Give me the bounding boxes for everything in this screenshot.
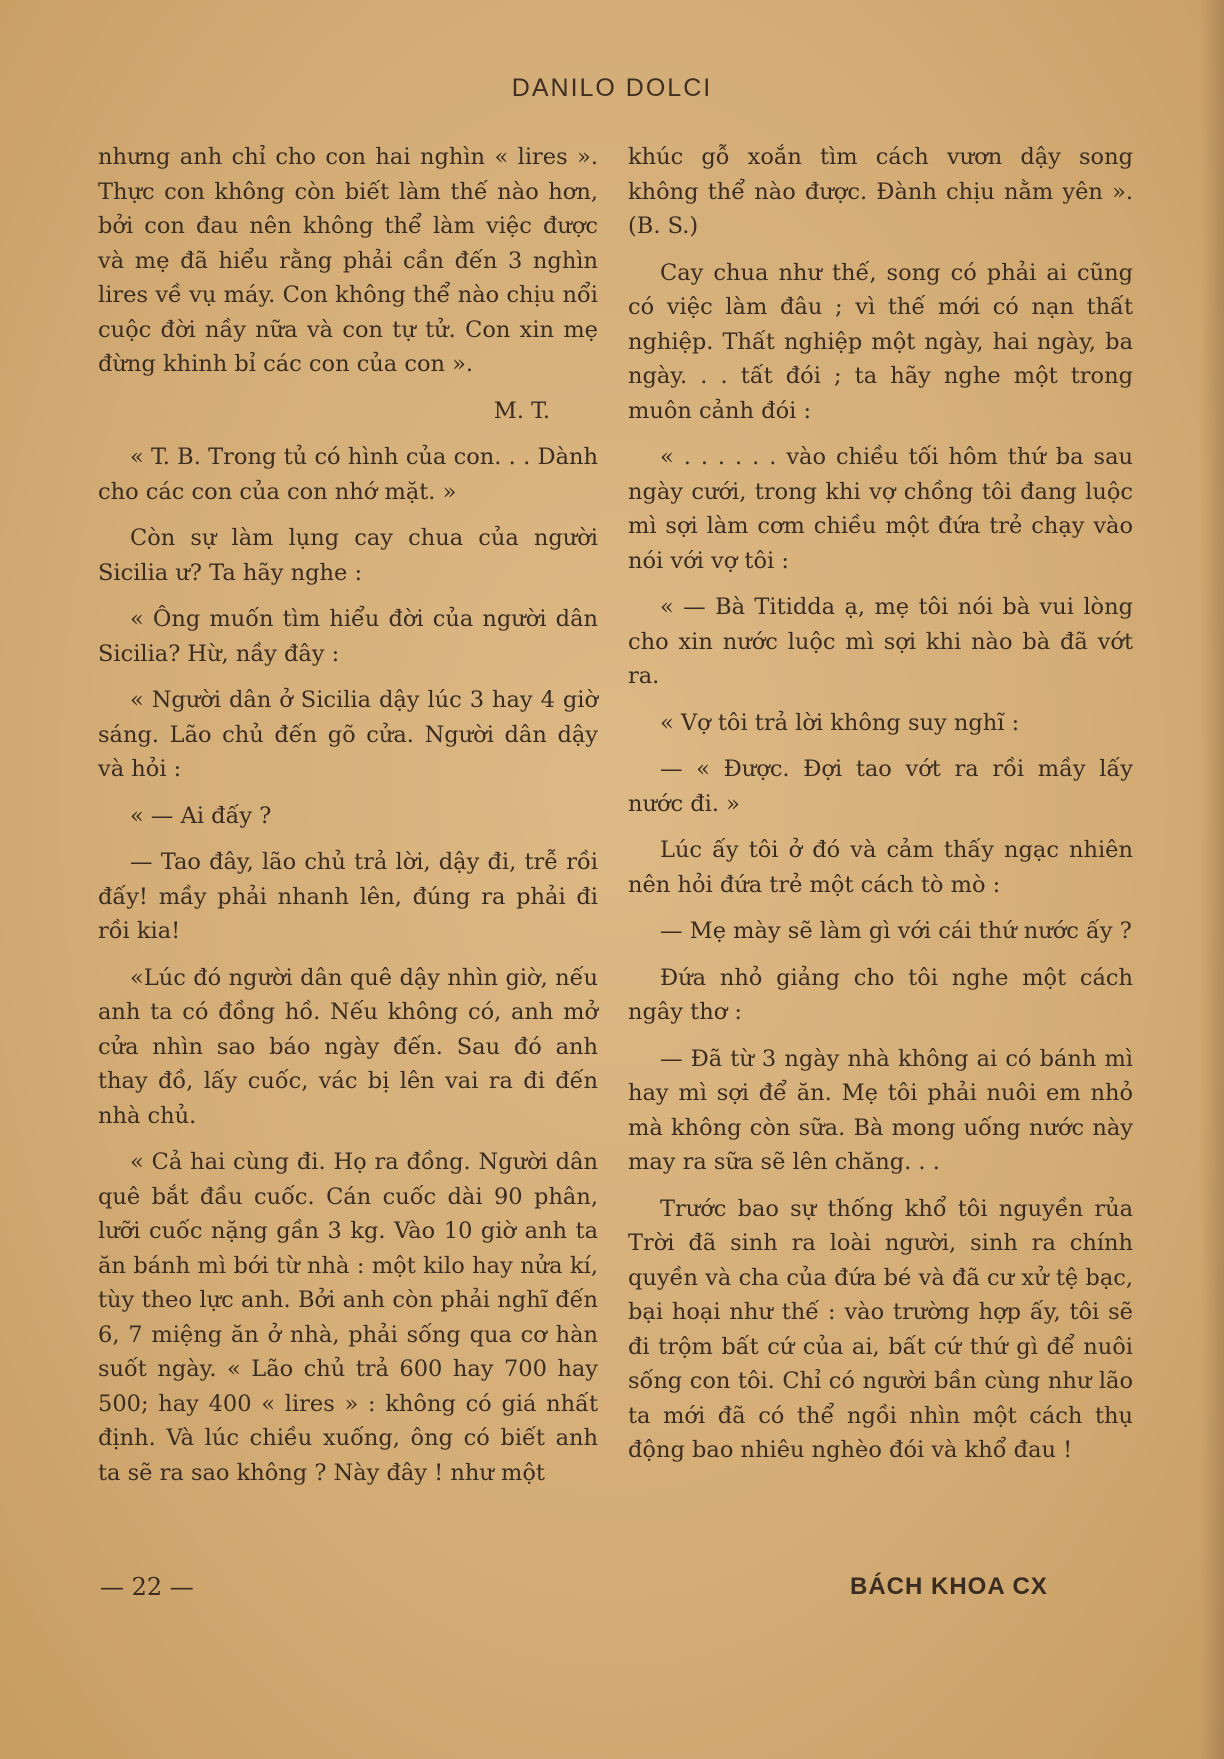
running-title: DANILO DOLCI: [511, 74, 713, 102]
paragraph: « Cả hai cùng đi. Họ ra đồng. Người dân quê bắt đầu cuốc. Cán cuốc dài 90 phân, lưỡi cuốc nặng gần 3 kg. Vào 10 giờ anh ta ăn bánh mì bới từ nhà : một kilo hay nửa kí, tùy theo lực anh. Bởi anh còn phải nghĩ đến 6, 7 miệng ăn ở nhà, phải sống qua cơ hàn suốt ngày. « Lão chủ trả 600 hay 700 hay 500; hay 400 « lires » : không có giá nhất định. Và lúc chiều xuống, ông có biết anh ta sẽ ra sao không ? Này đây ! như một: [98, 1149, 598, 1486]
paragraph: « Người dân ở Sicilia dậy lúc 3 hay 4 giờ sáng. Lão chủ đến gõ cửa. Người dân dậy và hỏi :: [98, 687, 598, 782]
paragraph: « — Ai đấy ?: [130, 802, 272, 829]
paragraph: Lúc ấy tôi ở đó và cảm thấy ngạc nhiên nên hỏi đứa trẻ một cách tò mò :: [628, 837, 1133, 898]
paragraph: « — Bà Titidda ạ, mẹ tôi nói bà vui lòng cho xin nước luộc mì sợi khi nào bà đã vớt ra.: [628, 594, 1133, 689]
paragraph: « T. B. Trong tủ có hình của con. . . Dành cho các con của con nhớ mặt. »: [98, 444, 598, 505]
paragraph: — Mẹ mày sẽ làm gì với cái thứ nước ấy ?: [660, 918, 1132, 944]
paragraph: Đứa nhỏ giảng cho tôi nghe một cách ngây thơ :: [628, 964, 1133, 1025]
paragraph: khúc gỗ xoắn tìm cách vươn dậy song không thể nào được. Đành chịu nằm yên ». (B. S.): [628, 144, 1133, 239]
signature: M. T.: [493, 397, 550, 424]
right-column: [628, 140, 1133, 1480]
paragraph: — Tao đây, lão chủ trả lời, dậy đi, trễ rồi đấy! mầy phải nhanh lên, đúng ra phải đi rồi kia!: [98, 849, 598, 944]
left-column: [98, 140, 598, 1502]
paragraph: « Vợ tôi trả lời không suy nghĩ :: [660, 709, 1020, 736]
paragraph: «Lúc đó người dân quê dậy nhìn giờ, nếu anh ta có đồng hồ. Nếu không có, anh mở cửa nhìn sao báo ngày đến. Sau đó anh thay đồ, lấy cuốc, vác bị lên vai ra đi đến nhà chủ.: [98, 964, 598, 1129]
paragraph: Cay chua như thế, song có phải ai cũng có việc làm đâu ; vì thế mới có nạn thất nghiệp. Thất nghiệp một ngày, hai ngày, ba ngày. . . tất đói ; ta hãy nghe một trong muôn cảnh đói :: [628, 259, 1133, 424]
paragraph: — Đã từ 3 ngày nhà không ai có bánh mì hay mì sợi để ăn. Mẹ tôi phải nuôi em nhỏ mà không còn sữa. Bà mong uống nước này may ra sữa sẽ lên chăng. . .: [628, 1045, 1133, 1175]
paragraph: — « Được. Đợi tao vớt ra rồi mầy lấy nước đi. »: [628, 756, 1133, 817]
paragraph: Còn sự làm lụng cay chua của người Sicilia ư? Ta hãy nghe :: [98, 525, 598, 586]
publication-name: BÁCH KHOA CX: [850, 1573, 1048, 1600]
paragraph: « . . . . . . vào chiều tối hôm thứ ba sau ngày cưới, trong khi vợ chồng tôi đang luộc mì sợi làm cơm chiều một đứa trẻ chạy vào nói với vợ tôi :: [628, 444, 1133, 574]
paragraph: nhưng anh chỉ cho con hai nghìn « lires ». Thực con không còn biết làm thế nào hơn, bởi con đau nên không thể làm việc được và mẹ đã hiểu rằng phải cần đến 3 nghìn lires về vụ máy. Con không thể nào chịu nổi cuộc đời nầy nữa và con tự tử. Con xin mẹ đừng khinh bỉ các con của con ».: [98, 144, 598, 377]
page-edge-shadow: [1200, 0, 1224, 1759]
paragraph: « Ông muốn tìm hiểu đời của người dân Sicilia? Hừ, nầy đây :: [98, 606, 598, 667]
page-number: — 22 —: [100, 1573, 194, 1601]
paragraph: Trước bao sự thống khổ tôi nguyền rủa Trời đã sinh ra loài người, sinh ra chính quyền và cha của đứa bé và đã cư xử tệ bạc, bại hoại như thế : vào trường hợp ấy, tôi sẽ đi trộm bất cứ của ai, bất cứ thứ gì để nuôi sống con tôi. Chỉ có người bần cùng như lão ta mới đã có thể ngồi nhìn một cách thụ động bao nhiêu nghèo đói và khổ đau !: [628, 1195, 1133, 1463]
